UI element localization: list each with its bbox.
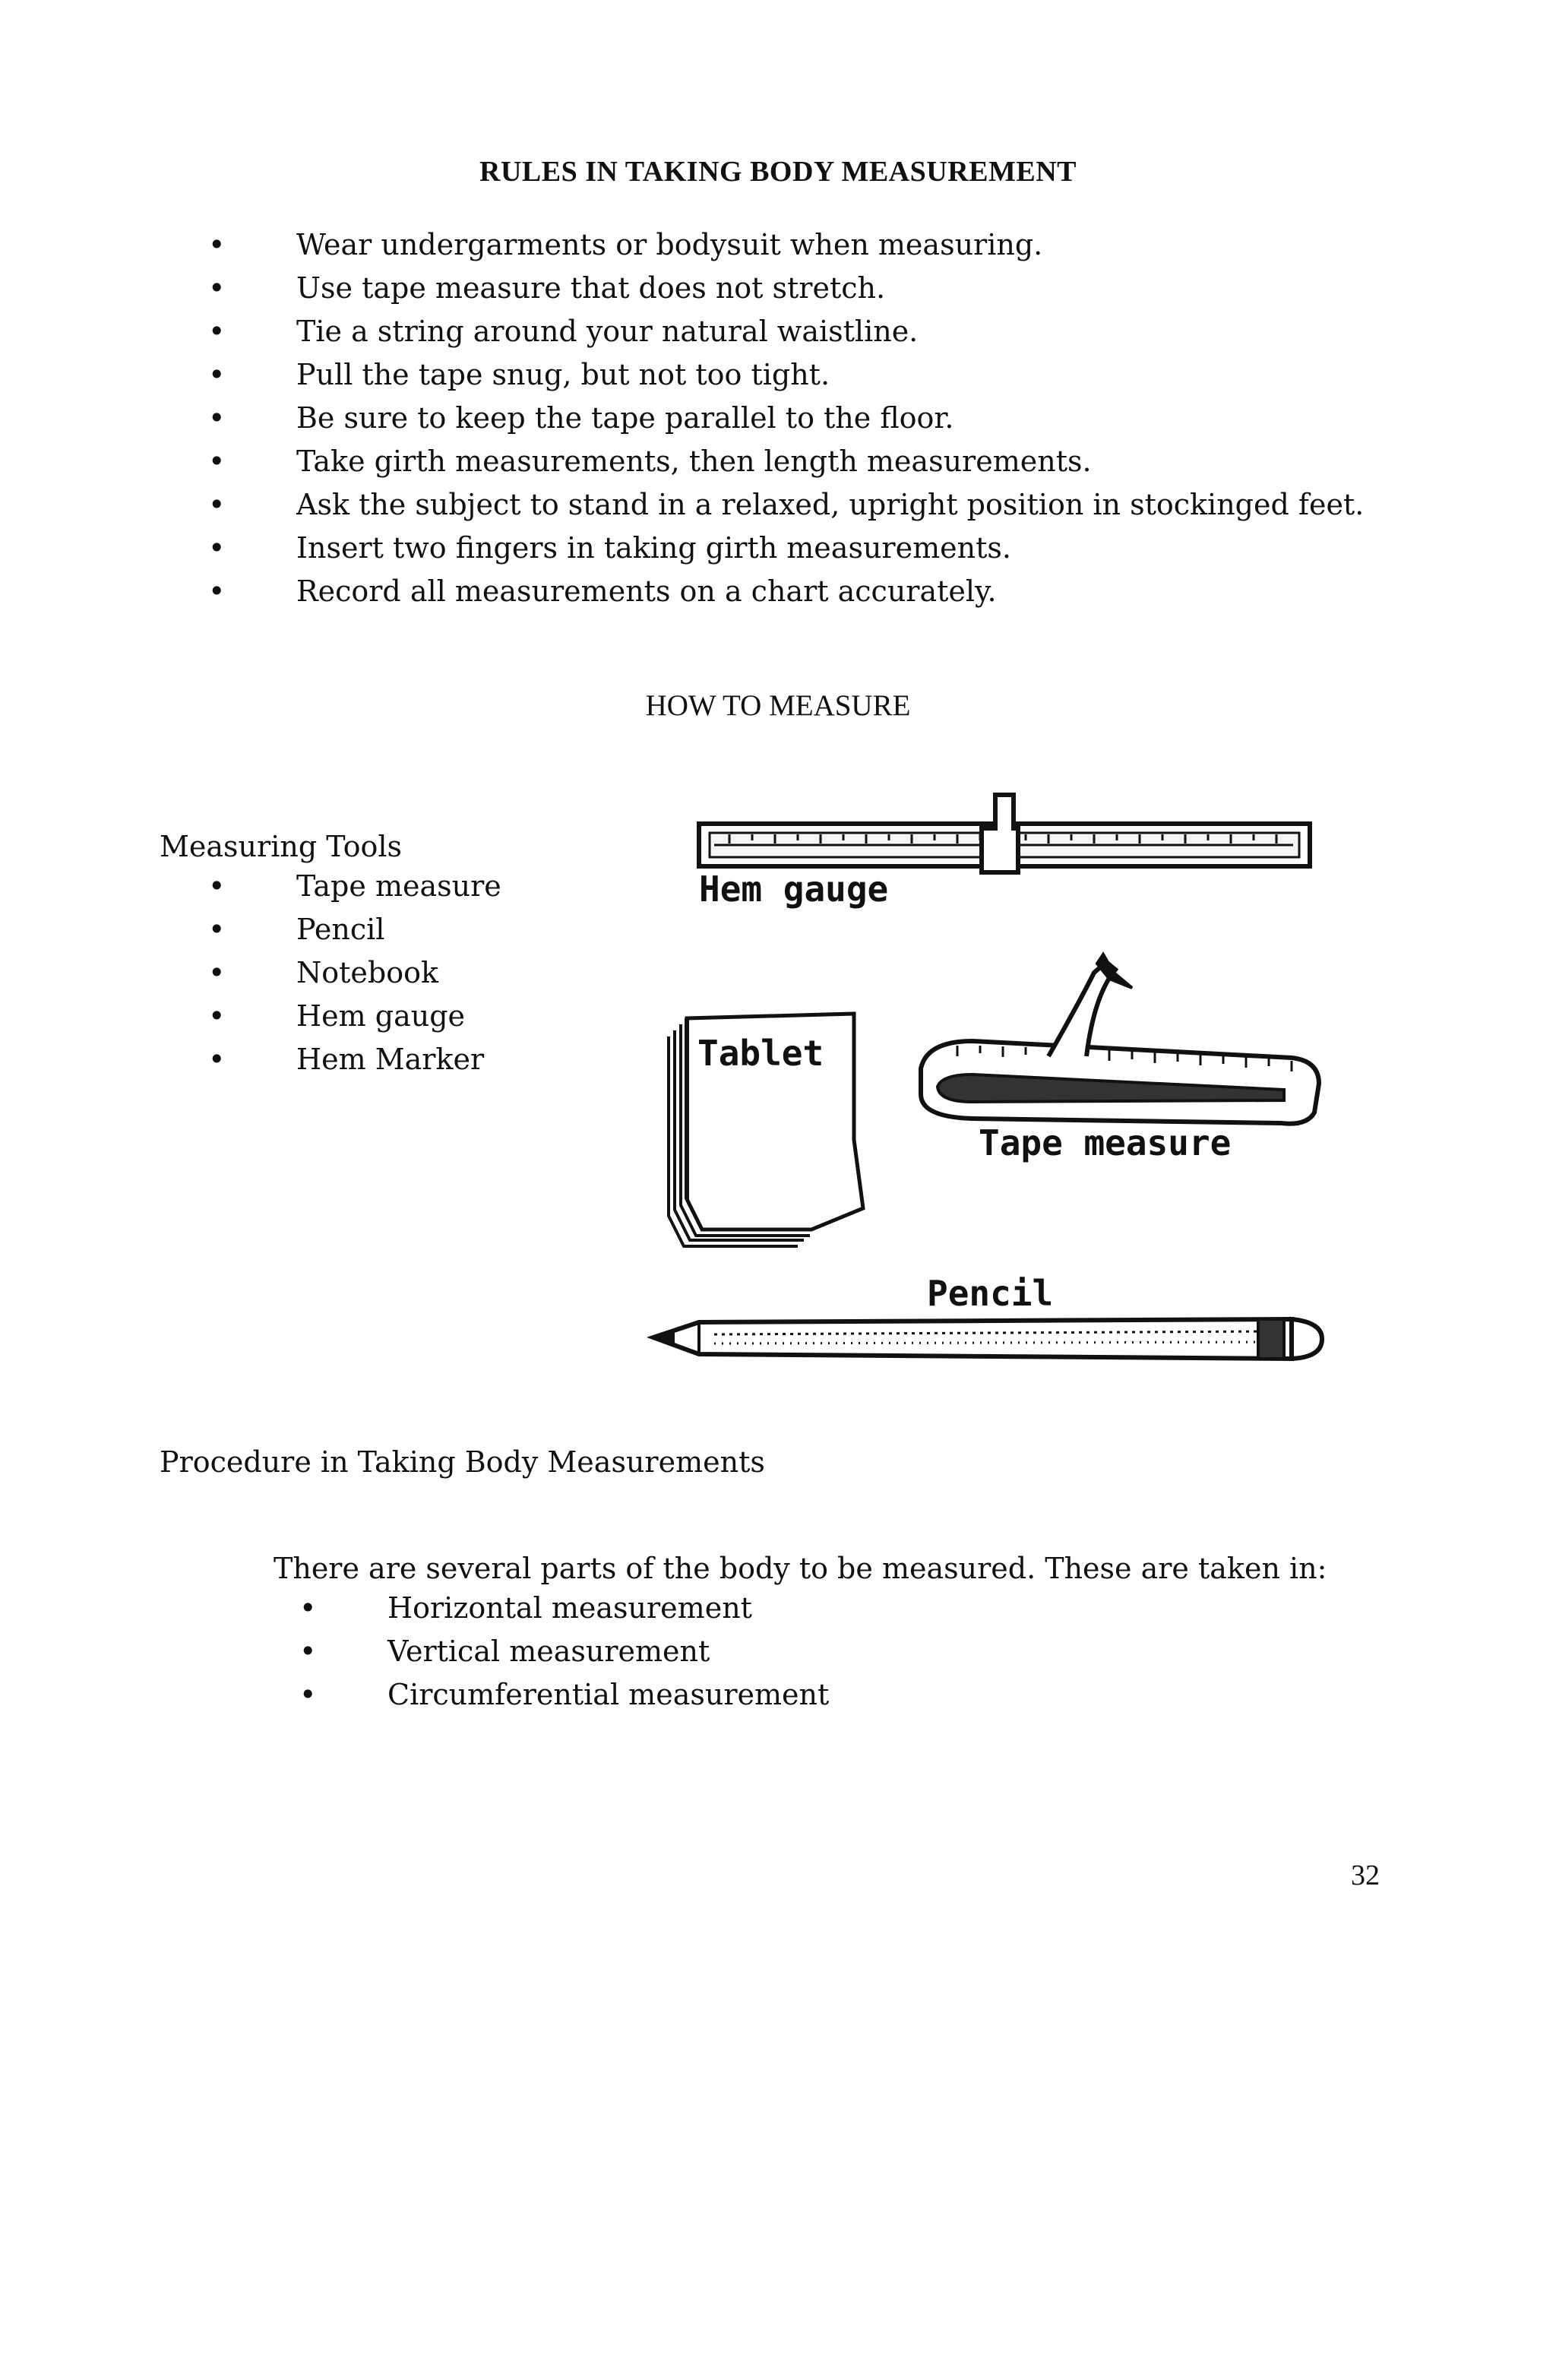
procedure-list — [296, 1587, 829, 1717]
page-title: RULES IN TAKING BODY MEASUREMENT — [479, 156, 1077, 188]
rule-text: Record all measurements on a chart accurately. — [296, 574, 997, 608]
procedure-item-text: Vertical measurement — [387, 1635, 710, 1668]
hem-gauge-icon — [699, 795, 1310, 910]
list-item — [296, 1630, 829, 1673]
tool-text: Hem Marker — [296, 1043, 485, 1076]
list-item — [205, 397, 1364, 440]
pencil-label: Pencil — [927, 1273, 1054, 1314]
rules-list — [205, 223, 1364, 613]
page-number: 32 — [1351, 1859, 1380, 1891]
bullet-icon: • — [208, 401, 226, 435]
tools-heading: Measuring Tools — [160, 830, 403, 863]
procedure-heading: Procedure in Taking Body Measurements — [160, 1445, 765, 1479]
bullet-icon: • — [208, 956, 226, 989]
bullet-icon: • — [208, 315, 226, 348]
list-item — [205, 908, 501, 951]
tool-text: Tape measure — [296, 869, 501, 903]
tablet-icon — [669, 1014, 863, 1246]
list-item — [205, 353, 1364, 397]
rule-text: Be sure to keep the tape parallel to the floor. — [296, 401, 954, 435]
bullet-icon: • — [208, 445, 226, 478]
tablet-label: Tablet — [697, 1033, 824, 1074]
tool-text: Pencil — [296, 913, 385, 946]
bullet-icon: • — [299, 1635, 317, 1668]
bullet-icon: • — [208, 531, 226, 565]
bullet-icon: • — [299, 1678, 317, 1711]
bullet-icon: • — [208, 913, 226, 946]
list-item — [205, 995, 501, 1038]
procedure-item-text: Horizontal measurement — [387, 1591, 752, 1625]
list-item — [205, 483, 1364, 527]
procedure-item-text: Circumferential measurement — [387, 1678, 830, 1711]
list-item — [205, 527, 1364, 570]
bullet-icon: • — [208, 228, 226, 261]
rule-text: Use tape measure that does not stretch. — [296, 271, 886, 305]
rule-text: Ask the subject to stand in a relaxed, upright position in stockinged feet. — [296, 488, 1365, 521]
tool-text: Notebook — [296, 956, 438, 989]
hem-gauge-label: Hem gauge — [699, 869, 889, 910]
tool-text: Hem gauge — [296, 999, 466, 1033]
rule-text: Take girth measurements, then length measurements. — [296, 445, 1092, 478]
tape-measure-label: Tape measure — [979, 1122, 1232, 1163]
list-item — [205, 951, 501, 995]
tools-list — [205, 865, 501, 1081]
rule-text: Pull the tape snug, but not too tight. — [296, 358, 830, 391]
list-item — [205, 223, 1364, 267]
bullet-icon: • — [208, 358, 226, 391]
list-item — [205, 1038, 501, 1081]
bullet-icon: • — [208, 869, 226, 903]
tape-measure-icon — [921, 954, 1319, 1163]
bullet-icon: • — [208, 271, 226, 305]
list-item — [205, 440, 1364, 483]
rule-text: Insert two fingers in taking girth measurements. — [296, 531, 1011, 565]
section-heading-how-to-measure: HOW TO MEASURE — [645, 689, 911, 722]
procedure-intro: There are several parts of the body to be measured. These are taken in: — [274, 1552, 1327, 1585]
bullet-icon: • — [208, 1043, 226, 1076]
list-item — [205, 570, 1364, 613]
rule-text: Wear undergarments or bodysuit when measuring. — [296, 228, 1043, 261]
list-item — [205, 267, 1364, 310]
bullet-icon: • — [208, 999, 226, 1033]
bullet-icon: • — [299, 1591, 317, 1625]
list-item — [296, 1587, 829, 1630]
pencil-icon — [653, 1273, 1322, 1359]
list-item — [296, 1673, 829, 1717]
bullet-icon: • — [208, 574, 226, 608]
list-item — [205, 865, 501, 908]
list-item — [205, 310, 1364, 353]
bullet-icon: • — [208, 488, 226, 521]
rule-text: Tie a string around your natural waistline. — [296, 315, 919, 348]
measuring-tools-illustration — [638, 783, 1368, 1375]
